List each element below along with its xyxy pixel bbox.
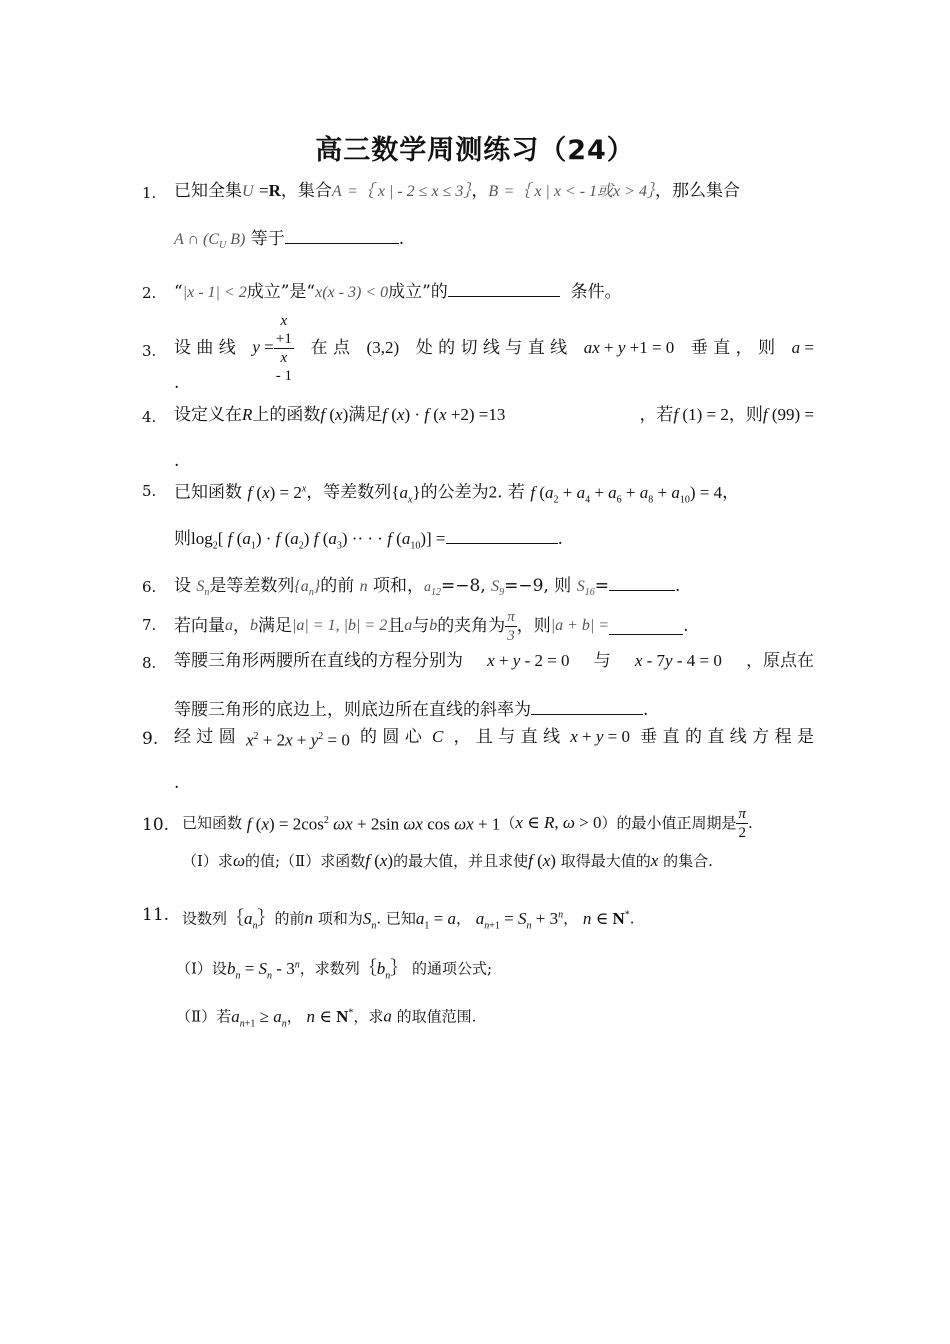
question-9: 经 过 圆 $x^2 + 2x + y^2 = 0$ 的 圆 心 C ， 且 与 直 线 x + y = 0 垂 直 的 直 线 方 程 是 bbox=[174, 727, 814, 750]
question-number: 7. bbox=[142, 616, 157, 634]
question-1-line-1: 已知全集U =R，集合A =｛ x | - 2 ≤ x ≤ 3｝，B =｛ x | x < - 1或x > 4｝，那么集合 bbox=[174, 181, 740, 201]
question-number: 1. bbox=[142, 184, 157, 202]
period: . bbox=[174, 451, 180, 471]
question-number: 6. bbox=[142, 578, 157, 596]
question-number: 2. bbox=[142, 284, 157, 302]
question-1-line-2: A ∩ ($C_U$ B) 等于 . bbox=[174, 229, 405, 252]
question-number: 11. bbox=[142, 905, 170, 925]
period: . bbox=[174, 773, 180, 793]
question-10-line-1: 已知函数 f $(x) = 2\cos^2$ ωx + 2sin ωx cos ωx + 1 （ x ∈ R, ω > 0 ）的最小值正周期是 $\frac{\pi}{2}$ . bbox=[182, 805, 753, 841]
question-8-line-2: 等腰三角形的底边上，则底边所在直线的斜率为 . bbox=[174, 700, 649, 720]
question-number: 3. bbox=[142, 342, 157, 360]
question-8-line-1: 等腰三角形两腰所在直线的方程分别为 x + y - 2 = 0 与 x - 7y - 4 = 0 ，原点在 bbox=[174, 651, 814, 671]
question-10-line-2: （Ⅰ）求ω的值;（Ⅱ）求函数f (x)的最大值，并且求使f (x) 取得最大值的x 的集合. bbox=[182, 851, 713, 870]
question-number: 4. bbox=[142, 408, 157, 426]
question-number: 8. bbox=[142, 654, 157, 672]
question-4: 设定义在R上的函数f (x)满足f (x) · f (x +2) =13 ，若f (1) = 2，则f (99) = bbox=[174, 405, 814, 425]
question-6: 设 $S_n$是等差数列$\{a_n\}$的前 n 项和，$a_{12}=-8$, $S_9=-9$, 则 $S_{16}=$ . bbox=[174, 576, 681, 599]
question-3: 设 曲 线 y = x +1 x - 1 在 点 (3,2) 处 的 切 线 与 直 线 ax + y +1 = 0 垂 直 ， 则 a = bbox=[174, 312, 814, 384]
question-7: 若向量 a ， b 满足 |a| = 1, |b| = 2 且 a 与 b 的夹角为 $\frac{\pi}{3}$ ，则 |a + b| = . bbox=[174, 608, 689, 644]
question-number: 9. bbox=[142, 729, 159, 749]
question-5-line-1: 已知函数 f $(x) = 2^x$，等差数列$\{a_x\}$的公差为2. 若 f $(a_2 + a_4 + a_6 + a_8 + a_{10}) = 4$， bbox=[174, 482, 740, 506]
question-11-line-2: （Ⅰ）设$b_n = S_n - 3^n$，求数列$\{b_n\}$ 的通项公式; bbox=[176, 958, 493, 982]
question-number: 10. bbox=[142, 815, 170, 835]
period: . bbox=[174, 373, 180, 393]
question-11-line-3: （Ⅱ）若$a_{n+1} \ge a_n$， n ∈ N*，求a 的取值范围. bbox=[176, 1006, 477, 1030]
question-2: “|x - 1| < 2成立”是“x(x - 3) < 0成立”的 条件。 bbox=[174, 282, 622, 302]
page-title: 高三数学周测练习（24） bbox=[315, 135, 635, 166]
question-5-line-2: 则$\log_2$[ f $(a_1) \cdot f$ $(a_2)$ f $(a_3)$ ·· · · f $(a_{10})$] = . bbox=[174, 529, 563, 552]
question-11-line-1: 设数列$\{a_n\}$的前n 项和为$S_n$. 已知$a_1 = a$， $a_{n+1} = S_n + 3^n$， n ∈ N*. bbox=[182, 908, 635, 932]
question-number: 5. bbox=[142, 482, 157, 500]
